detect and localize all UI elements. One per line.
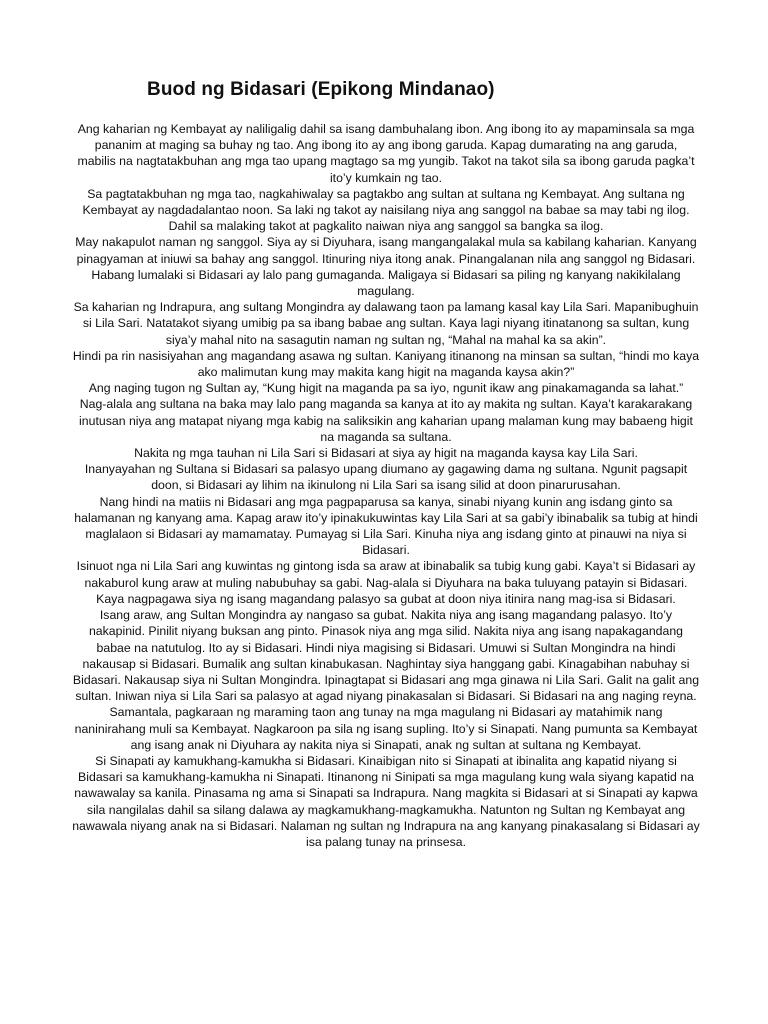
body-line: si Lila Sari. Natatakot siyang umibig pa sa ibang babae ang sultan. Kaya lagi niyang itinatanong sa sultan, kung [82, 316, 690, 331]
body-line: maglalaon si Bidasari ay mamamatay. Pumayag si Lila Sari. Kinuha niya ang isdang ginto at pinauwi na niya si [85, 527, 687, 542]
body-line: na maganda sa sultana. [320, 429, 452, 444]
body-line: May nakapulot naman ng sanggol. Siya ay si Diyuhara, isang mangangalakal mula sa kabilang kaharian. Kanyang [75, 235, 697, 250]
body-line: nawawalay sa kanila. Pinasama ng ama si Sinapati sa Indrapura. Nang magkita si Bidasari at si Sinapati ay kapwa [74, 786, 698, 801]
body-line: sultan. Iniwan niya si Lila Sari sa palasyo at agad niyang pinakasalan si Bidasari. Si Bidasari na ang naging reyna. [75, 689, 697, 704]
body-line: Nag-alala ang sultana na baka may lalo pang maganda sa kanya at ito ay makita ng sultan. Kaya’t karakarakang [79, 397, 693, 412]
body-line: inutusan niya ang matapat niyang mga kabig na saliksikin ang kaharian upang malaman kung may babaeng higit [79, 413, 693, 428]
body-line: nakapinid. Pinilit niyang buksan ang pinto. Pinasok niya ang mga silid. Nakita niya ang isang napakagandang [88, 624, 684, 639]
body-line: nawawala niyang anak na si Bidasari. Nalaman ng sultan ng Indrapura na ang kanyang pinakasalang si Bidasari ay [72, 818, 700, 833]
document-body [36, 121, 736, 850]
body-line: Sa pagtatakbuhan ng mga tao, nagkahiwalay sa pagtakbo ang sultan at sultana ng Kembayat. Ang sultana ng [87, 186, 685, 201]
body-line: ang isang anak ni Diyuhara ay nakita niya si Sinapati, anak ng sultan at sultana ng Kembayat. [130, 737, 642, 752]
body-line: Bidasari. [362, 543, 410, 558]
body-line: naninirahang muli sa Kembayat. Nagkaroon pa sila ng isang supling. Ito’y si Sinapati. Nang pumunta sa Kembayat [74, 721, 698, 736]
body-line: Ang naging tugon ng Sultan ay, “Kung higit na maganda pa sa iyo, ngunit ikaw ang pinakamaganda sa lahat.” [88, 381, 684, 396]
body-line: ako malimutan kung may makita kang higit na maganda kaysa akin?” [197, 365, 575, 380]
body-line: pinagyaman at iniuwi sa bahay ang sanggol. Itinuring niya itong anak. Pinangalanan nila ang sanggol ng Bidasari. [76, 251, 696, 266]
body-line: Dahil sa malaking takot at pagkalito naiwan niya ang sanggol sa bangka sa ilog. [168, 219, 604, 234]
body-line: ito’y kumkain ng tao. [329, 170, 443, 185]
body-line: magulang. [357, 284, 415, 299]
body-line: Inanyayahan ng Sultana si Bidasari sa palasyo upang diumano ay gagawing dama ng sultana. Ngunit pagsapit [84, 462, 688, 477]
body-line: Isang araw, ang Sultan Mongindra ay nangaso sa gubat. Nakita niya ang isang magandang palasyo. Ito’y [99, 608, 673, 623]
body-line: pananim at maging sa buhay ng tao. Ang ibong ito ay ang ibong garuda. Kapag dumarating na ang garuda, [94, 138, 678, 153]
body-line: Sa kaharian ng Indrapura, ang sultang Mongindra ay dalawang taon pa lamang kasal kay Lila Sari. Mapanibughuin [73, 300, 699, 315]
body-line: babae na natutulog. Ito ay si Bidasari. Hindi niya magising si Bidasari. Umuwi si Sultan Mongindra na hindi [96, 640, 676, 655]
body-line: Nang hindi na matiis ni Bidasari ang mga pagpaparusa sa kanya, sinabi niyang kunin ang isdang ginto sa [99, 494, 673, 509]
body-line: Samantala, pagkaraan ng maraming taon ang tunay na mga magulang ni Bidasari ay matahimik nang [109, 705, 663, 720]
body-line: nakausap si Bidasari. Bumalik ang sultan kinabukasan. Naghintay siya hanggang gabi. Kinagabihan nabuhay si [82, 656, 690, 671]
body-line: Bidasari sa kamukhang-kamukha ni Sinapati. Itinanong ni Sinipati sa mga magulang kung wala siyang kapatid na [78, 770, 694, 785]
body-line: nakaburol kung araw at muling nabubuhay sa gabi. Nag-alala si Diyuhara na baka tuluyang patayin si Bidasari. [84, 575, 688, 590]
body-line: Hindi pa rin nasisiyahan ang magandang asawa ng sultan. Kaniyang itinanong na minsan sa sultan, “hindi mo kaya [72, 348, 700, 363]
body-line: siya’y mahal nito na sasagutin naman ng sultan ng, “Mahal na mahal ka sa akin”. [165, 332, 607, 347]
document-title: Buod ng Bidasari (Epikong Mindanao) [147, 79, 495, 100]
body-line: sila nangilalas dahil sa silang dalawa ay magkamukhang-magkamukha. Natunton ng Sultan ng Kembayat ang [86, 802, 686, 817]
body-line: Nakita ng mga tauhan ni Lila Sari si Bidasari at siya ay higit na maganda kaysa kay Lila Sari. [134, 446, 638, 461]
body-line: Habang lumalaki si Bidasari ay lalo pang gumaganda. Maligaya si Bidasari sa piling ng kanyang nakikilalang [91, 267, 681, 282]
body-line: Kaya nagpagawa siya ng isang magandang palasyo sa gubat at doon niya itinira nang mag-isa si Bidasari. [96, 591, 676, 606]
body-line: doon, si Bidasari ay lihim na ikinulong ni Lila Sari sa isang silid at doon pinarurusahan. [151, 478, 621, 493]
body-line: Si Sinapati ay kamukhang-kamukha si Bidasari. Kinaibigan nito si Sinapati at ibinalita ang kapatid niyang si [95, 753, 677, 768]
body-line: Kembayat ay nagdadalantao noon. Sa laki ng takot ay naisilang niya ang sanggol na babae sa may tabi ng ilog. [82, 203, 690, 218]
body-line: Bidasari. Nakausap siya ni Sultan Mongindra. Ipinagtapat si Bidasari ang mga ginawa ni Lila Sari. Galit na galit ang [72, 672, 700, 687]
body-line: isa palang tunay na prinsesa. [306, 834, 466, 849]
body-line: mabilis na nagtatakbuhan ang mga tao upang magtago sa mg yungib. Takot na takot sila sa ibong garuda pagka’t [77, 154, 695, 169]
body-line: Ang kaharian ng Kembayat ay naliligalig dahil sa isang dambuhalang ibon. Ang ibong ito ay mapaminsala sa mga [77, 122, 695, 136]
body-line: Isinuot nga ni Lila Sari ang kuwintas ng gintong isda sa araw at ibinabalik sa tubig kung gabi. Kaya’t si Bidasari ay [76, 559, 696, 574]
body-line: halamanan ng kanyang ama. Kapag araw ito’y ipinakukuwintas kay Lila Sari at sa gabi’y ibinabalik sa tubig at hindi [74, 510, 698, 525]
